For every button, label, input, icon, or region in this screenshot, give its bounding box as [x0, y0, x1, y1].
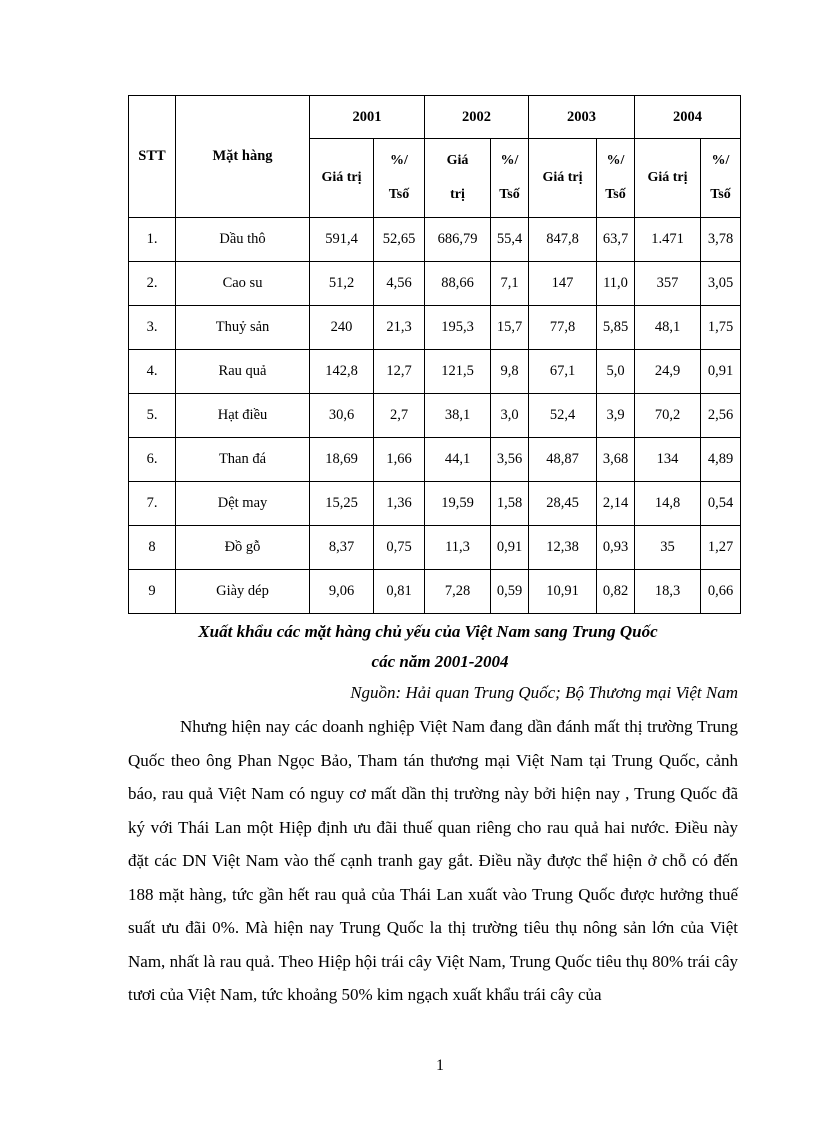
header-value-2004: Giá trị [635, 139, 701, 218]
cell-value: 24,9 [635, 350, 701, 394]
cell-item: Rau quả [176, 350, 310, 394]
table-row [129, 482, 741, 526]
table-body [129, 218, 741, 614]
cell-item: Thuỷ sản [176, 306, 310, 350]
cell-percent: 3,68 [597, 438, 635, 482]
cell-stt: 9 [129, 570, 176, 614]
cell-percent: 4,89 [701, 438, 741, 482]
cell-item: Dệt may [176, 482, 310, 526]
cell-stt: 7. [129, 482, 176, 526]
cell-item: Hạt điều [176, 394, 310, 438]
header-pct-2004: %/ Tsố [701, 139, 741, 218]
cell-value: 38,1 [425, 394, 491, 438]
cell-stt: 1. [129, 218, 176, 262]
cell-percent: 0,93 [597, 526, 635, 570]
cell-item: Than đá [176, 438, 310, 482]
cell-value: 18,69 [310, 438, 374, 482]
cell-item: Cao su [176, 262, 310, 306]
cell-value: 240 [310, 306, 374, 350]
header-pct-2003: %/ Tsố [597, 139, 635, 218]
cell-value: 88,66 [425, 262, 491, 306]
cell-value: 67,1 [529, 350, 597, 394]
cell-value: 9,06 [310, 570, 374, 614]
cell-value: 8,37 [310, 526, 374, 570]
cell-value: 11,3 [425, 526, 491, 570]
table-source: Nguồn: Hải quan Trung Quốc; Bộ Thương mại Việt Nam [350, 683, 738, 702]
cell-percent: 2,7 [374, 394, 425, 438]
cell-percent: 0,59 [491, 570, 529, 614]
cell-value: 14,8 [635, 482, 701, 526]
cell-percent: 9,8 [491, 350, 529, 394]
header-value-2002: Giá trị [425, 139, 491, 218]
cell-percent: 0,91 [491, 526, 529, 570]
cell-value: 28,45 [529, 482, 597, 526]
header-year-2002: 2002 [425, 96, 529, 139]
cell-percent: 55,4 [491, 218, 529, 262]
header-stt: STT [129, 96, 176, 218]
page-number: 1 [436, 1057, 444, 1074]
cell-value: 10,91 [529, 570, 597, 614]
cell-value: 591,4 [310, 218, 374, 262]
cell-value: 70,2 [635, 394, 701, 438]
cell-percent: 0,66 [701, 570, 741, 614]
cell-percent: 3,78 [701, 218, 741, 262]
table-caption-line1: Xuất khẩu các mặt hàng chủ yếu của Việt Nam sang Trung Quốc [198, 622, 658, 641]
cell-value: 147 [529, 262, 597, 306]
cell-value: 19,59 [425, 482, 491, 526]
header-pct-2001: %/ Tsố [374, 139, 425, 218]
header-item: Mặt hàng [176, 96, 310, 218]
cell-percent: 7,1 [491, 262, 529, 306]
table-row [129, 262, 741, 306]
cell-percent: 52,65 [374, 218, 425, 262]
table-row [129, 394, 741, 438]
cell-value: 52,4 [529, 394, 597, 438]
table-row [129, 526, 741, 570]
table-row [129, 306, 741, 350]
cell-value: 44,1 [425, 438, 491, 482]
cell-percent: 12,7 [374, 350, 425, 394]
cell-percent: 0,91 [701, 350, 741, 394]
cell-percent: 0,82 [597, 570, 635, 614]
table-row [129, 438, 741, 482]
table-row [129, 218, 741, 262]
cell-stt: 8 [129, 526, 176, 570]
cell-value: 15,25 [310, 482, 374, 526]
cell-item: Giày dép [176, 570, 310, 614]
cell-stt: 2. [129, 262, 176, 306]
cell-percent: 63,7 [597, 218, 635, 262]
cell-percent: 1,27 [701, 526, 741, 570]
cell-percent: 0,75 [374, 526, 425, 570]
cell-value: 12,38 [529, 526, 597, 570]
cell-value: 134 [635, 438, 701, 482]
cell-percent: 3,05 [701, 262, 741, 306]
cell-stt: 5. [129, 394, 176, 438]
cell-percent: 5,0 [597, 350, 635, 394]
header-value-2001: Giá trị [310, 139, 374, 218]
cell-percent: 1,66 [374, 438, 425, 482]
cell-percent: 1,75 [701, 306, 741, 350]
cell-item: Đồ gỗ [176, 526, 310, 570]
cell-percent: 2,56 [701, 394, 741, 438]
cell-percent: 1,36 [374, 482, 425, 526]
export-table [128, 95, 741, 614]
table-row [129, 350, 741, 394]
cell-value: 121,5 [425, 350, 491, 394]
cell-percent: 5,85 [597, 306, 635, 350]
cell-percent: 0,54 [701, 482, 741, 526]
cell-percent: 21,3 [374, 306, 425, 350]
cell-value: 77,8 [529, 306, 597, 350]
cell-value: 35 [635, 526, 701, 570]
cell-percent: 3,56 [491, 438, 529, 482]
cell-stt: 4. [129, 350, 176, 394]
cell-percent: 0,81 [374, 570, 425, 614]
cell-value: 18,3 [635, 570, 701, 614]
header-year-2001: 2001 [310, 96, 425, 139]
header-pct-2002: %/ Tsố [491, 139, 529, 218]
header-value-2003: Giá trị [529, 139, 597, 218]
table-row [129, 570, 741, 614]
cell-stt: 3. [129, 306, 176, 350]
cell-percent: 2,14 [597, 482, 635, 526]
header-year-2003: 2003 [529, 96, 635, 139]
cell-value: 142,8 [310, 350, 374, 394]
body-paragraph: Nhưng hiện nay các doanh nghiệp Việt Nam đang dần đánh mất thị trường Trung Quốc theo ông Phan Ngọc Bảo, Tham tán thương mại Việt Nam tại Trung Quốc, cảnh báo, rau quả Việt Nam có nguy cơ mất dần thị trường này bởi hiện nay , Trung Quốc đã ký với Thái Lan một Hiệp định ưu đãi thuế quan riêng cho rau quả hai nước. Điều này đặt các DN Việt Nam vào thế cạnh tranh gay gắt. Điều nầy được thể hiện ở chỗ có đến 188 mặt hàng, tức gần hết rau quả của Thái Lan xuất vào Trung Quốc được hưởng thuế suất ưu đãi 0%. Mà hiện nay Trung Quốc la thị trường tiêu thụ nông sản lớn của Việt Nam, nhất là rau quả. Theo Hiệp hội trái cây Việt Nam, Trung Quốc tiêu thụ 80% trái cây tươi của Việt Nam, tức khoảng 50% kim ngạch xuất khẩu trái cây của [128, 717, 738, 1004]
cell-percent: 15,7 [491, 306, 529, 350]
cell-percent: 11,0 [597, 262, 635, 306]
header-year-2004: 2004 [635, 96, 741, 139]
cell-item: Dầu thô [176, 218, 310, 262]
cell-value: 30,6 [310, 394, 374, 438]
cell-value: 48,1 [635, 306, 701, 350]
cell-value: 51,2 [310, 262, 374, 306]
cell-value: 1.471 [635, 218, 701, 262]
cell-percent: 1,58 [491, 482, 529, 526]
cell-value: 195,3 [425, 306, 491, 350]
table-caption-line2: các năm 2001-2004 [371, 652, 509, 671]
cell-stt: 6. [129, 438, 176, 482]
cell-value: 7,28 [425, 570, 491, 614]
cell-value: 686,79 [425, 218, 491, 262]
cell-percent: 3,0 [491, 394, 529, 438]
cell-value: 48,87 [529, 438, 597, 482]
cell-value: 847,8 [529, 218, 597, 262]
cell-percent: 3,9 [597, 394, 635, 438]
cell-value: 357 [635, 262, 701, 306]
cell-percent: 4,56 [374, 262, 425, 306]
